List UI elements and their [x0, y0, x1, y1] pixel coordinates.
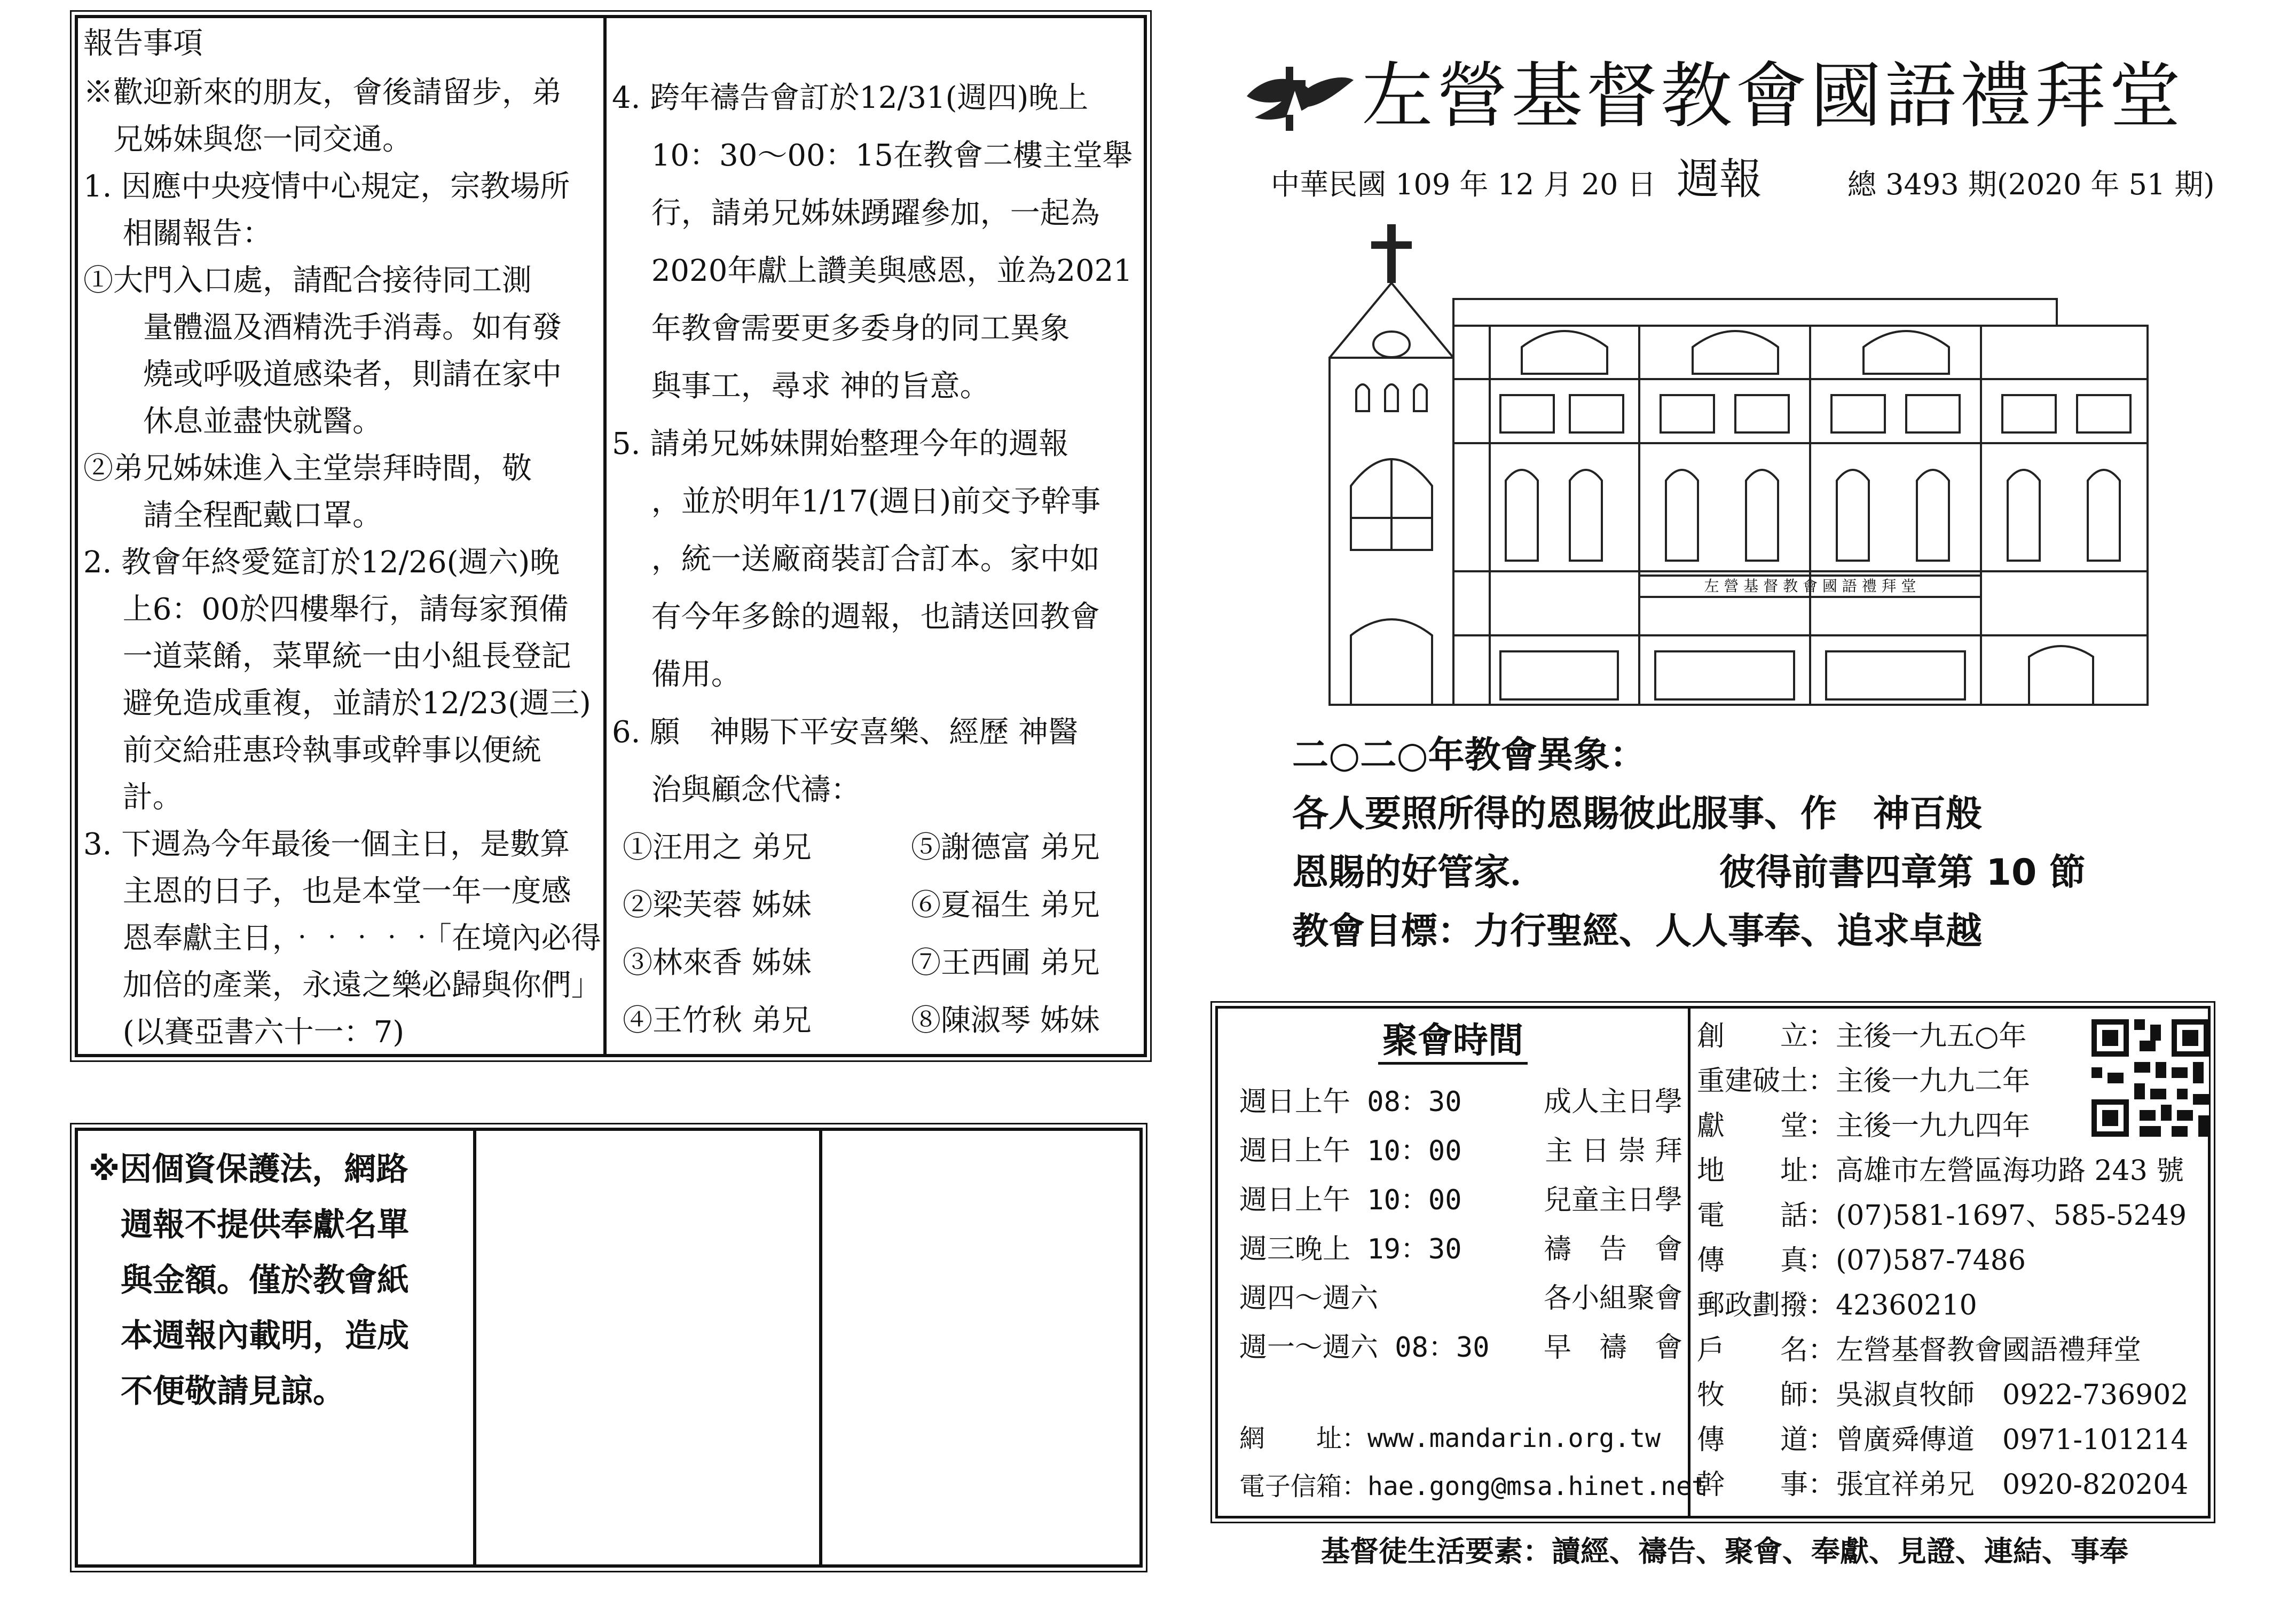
announcement-line: 10：30～00：15在教會二樓主堂舉: [612, 138, 1133, 173]
privacy-notice: [89, 1142, 473, 1419]
vision-line-3a: 恩賜的好管家．: [1292, 852, 1547, 894]
schedule-time: 週日上午 08：30: [1239, 1086, 1462, 1118]
schedule-time: 週日上午 10：00: [1239, 1135, 1462, 1167]
blank-box-2: [822, 1131, 1143, 1564]
qr-code-icon: [2091, 1019, 2209, 1137]
schedule-event: 各小組聚會: [1543, 1282, 1682, 1315]
vision-block: [1292, 726, 2200, 961]
announcement-line: ，統一送廠商裝訂合訂本。家中如: [612, 542, 1100, 577]
prayer-name: ③林來香 姊妹: [623, 946, 812, 980]
church-info-line: 傳 真：(07)587-7486: [1697, 1245, 2026, 1277]
church-info-line: 戶 名：左營基督教會國語禮拜堂: [1697, 1334, 2142, 1366]
church-info-line: 電 話：(07)581-1697、585-5249: [1697, 1200, 2187, 1232]
prayer-name: ⑤謝德富 弟兄: [911, 830, 1100, 865]
schedule-event: 成人主日學: [1543, 1086, 1682, 1118]
schedule-time: 週四～週六: [1239, 1282, 1379, 1315]
announcements-col2: [612, 69, 1146, 819]
vision-scripture-ref: 彼得前書四章第 10 節: [1719, 852, 2086, 894]
schedule-time: 週三晚上 19：30: [1239, 1233, 1462, 1265]
blank-box-1: [476, 1131, 819, 1564]
schedule-title: 聚會時間: [1382, 1020, 1523, 1061]
privacy-line: ※因個資保護法，網路: [89, 1151, 408, 1188]
qr-code: [2091, 1019, 2209, 1137]
prayer-name: ①汪用之 弟兄: [623, 830, 812, 865]
prayer-list: [612, 819, 1146, 1050]
schedule-event: 兒童主日學: [1543, 1184, 1682, 1216]
announcement-line: ※歡迎新來的朋友，會後請留步，弟: [83, 75, 562, 110]
prayer-row: [612, 934, 1146, 992]
announcement-line: 相關報告：: [83, 216, 272, 251]
announcement-line: 5. 請弟兄姊妹開始整理今年的週報: [612, 427, 1069, 461]
dove-cross-icon: [1244, 64, 1356, 133]
announcement-line: 2020年獻上讚美與感恩，並為2021: [612, 254, 1133, 288]
schedule-time: 週一～週六 08：30: [1239, 1332, 1490, 1364]
prayer-name: ⑦王西圃 弟兄: [911, 946, 1100, 980]
church-building-icon: [1319, 219, 2152, 710]
announcement-line: (以賽亞書六十一：7): [83, 1015, 405, 1050]
announcement-line: 3. 下週為今年最後一個主日，是數算: [83, 827, 570, 862]
website: 網 址：www.mandarin.org.tw: [1239, 1423, 1661, 1453]
bulletin-issue: 總 3493 期(2020 年 51 期): [1847, 168, 2215, 201]
announcement-line: 避免造成重複，並請於12/23(週三): [83, 686, 591, 721]
bulletin-date: 中華民國 109 年 12 月 20 日: [1271, 168, 1656, 201]
announcements-heading: 報告事項: [83, 26, 203, 61]
prayer-name: ④王竹秋 弟兄: [623, 1003, 812, 1038]
announcement-line: 備用。: [612, 657, 741, 692]
prayer-row: [612, 819, 1146, 877]
church-info-line: 地 址：高雄市左營區海功路 243 號: [1697, 1155, 2184, 1187]
vision-heading: 二○二○年教會異象：: [1292, 734, 1646, 776]
announcement-line: ，並於明年1/17(週日)前交予幹事: [612, 484, 1101, 519]
church-info-line: 郵政劃撥：42360210: [1697, 1289, 1977, 1321]
prayer-name: ⑧陳淑琴 姊妹: [911, 1003, 1100, 1038]
schedule-time: 週日上午 10：00: [1239, 1184, 1462, 1216]
announcement-line: 燒或呼吸道感染者，則請在家中: [83, 357, 562, 392]
church-info-line: 重建破土：主後一九九二年: [1697, 1065, 2031, 1097]
announcement-line: 主恩的日子，也是本堂一年一度感: [83, 874, 571, 909]
announcement-line: 恩奉獻主日，‧‧‧‧‧「在境內必得: [83, 921, 601, 956]
prayer-name: ⑥夏福生 弟兄: [911, 888, 1100, 923]
prayer-row: [612, 992, 1146, 1050]
church-info-line: 傳 道：曾廣舜傳道 0971-101214: [1697, 1424, 2189, 1456]
announcement-line: 休息並盡快就醫。: [83, 404, 382, 439]
church-info-line: 幹 事：張宜祥弟兄 0920-820204: [1697, 1469, 2189, 1501]
privacy-line: 與金額。僅於教會紙: [89, 1262, 409, 1299]
schedule: [1218, 1009, 1707, 1516]
schedule-event: 早 禱 會: [1543, 1332, 1682, 1364]
prayer-name: ②梁芙蓉 姊妹: [623, 888, 812, 923]
schedule-event: 禱 告 會: [1543, 1233, 1682, 1265]
announcement-line: 前交給莊惠玲執事或幹事以便統: [83, 733, 541, 768]
announcement-line: 1. 因應中央疫情中心規定，宗教場所: [83, 169, 570, 204]
footer-motto: 基督徒生活要素：讀經、禱告、聚會、奉獻、見證、連結、事奉: [1321, 1535, 2128, 1568]
info-box: [1215, 1006, 2211, 1518]
announcement-line: ②弟兄姊妹進入主堂崇拜時間，敬: [83, 451, 532, 486]
announcement-line: 2. 教會年終愛筵訂於12/26(週六)晚: [83, 545, 560, 580]
bulletin-label: 週報: [1677, 154, 1762, 204]
announcement-line: 與事工，尋求 神的旨意。: [612, 369, 990, 404]
announcement-line: 計。: [83, 780, 183, 815]
announcement-line: 6. 願 神賜下平安喜樂、經歷 神醫: [612, 715, 1079, 750]
church-info-line: 獻 堂：主後一九九四年: [1697, 1110, 2031, 1142]
vision-line-3: [1292, 844, 2200, 902]
church-info-line: 牧 師：吳淑貞牧師 0922-736902: [1697, 1379, 2189, 1411]
announcement-line: ①大門入口處，請配合接待同工測: [83, 263, 532, 298]
privacy-box: [75, 1128, 1143, 1568]
announcement-line: 量體溫及酒精洗手消毒。如有發: [83, 310, 562, 345]
announcements-col1: [83, 18, 601, 1056]
announcement-line: 行，請弟兄姊妹踴躍參加，一起為: [612, 196, 1100, 231]
announcement-line: 有今年多餘的週報，也請送回教會: [612, 600, 1100, 634]
church-goal: 教會目標：力行聖經、人人事奉、追求卓越: [1292, 910, 1983, 953]
church-logo: [1244, 64, 1356, 133]
church-building-illustration: [1319, 219, 2152, 710]
announcement-line: 請全程配戴口罩。: [83, 498, 382, 533]
announcement-line: 加倍的產業，永遠之樂必歸與你們」: [83, 968, 601, 1003]
announcement-line: 年教會需要更多委身的同工異象: [612, 311, 1070, 346]
church-name: 左營基督教會國語禮拜堂: [1362, 54, 2184, 138]
privacy-line: 本週報內載明，造成: [89, 1317, 409, 1355]
vision-line-2: 各人要照所得的恩賜彼此服事、作 神百般: [1292, 793, 1983, 835]
building-sign: 左 營 基 督 教 會 國 語 禮 拜 堂: [1704, 577, 1916, 595]
email: 電子信箱：hae.gong@msa.hinet.net: [1239, 1472, 1707, 1501]
privacy-line: 週報不提供奉獻名單: [89, 1206, 409, 1244]
announcement-line: 上6：00於四樓舉行，請每家預備: [83, 592, 569, 627]
announcement-line: 兄姊妹與您一同交通。: [83, 122, 412, 157]
bulletin-meta: [1271, 156, 2232, 209]
privacy-line: 不便敬請見諒。: [89, 1373, 345, 1410]
announcement-line: 一道菜餚，菜單統一由小組長登記: [83, 639, 571, 674]
announcements-box: [75, 15, 1147, 1057]
column-divider: [603, 18, 607, 1054]
church-info-line: 創 立：主後一九五○年: [1697, 1020, 2027, 1052]
schedule-event: 主 日 崇 拜: [1545, 1135, 1682, 1167]
prayer-row: [612, 877, 1146, 934]
announcement-line: 治與顧念代禱：: [612, 773, 861, 807]
announcement-line: 4. 跨年禱告會訂於12/31(週四)晚上: [612, 81, 1089, 115]
